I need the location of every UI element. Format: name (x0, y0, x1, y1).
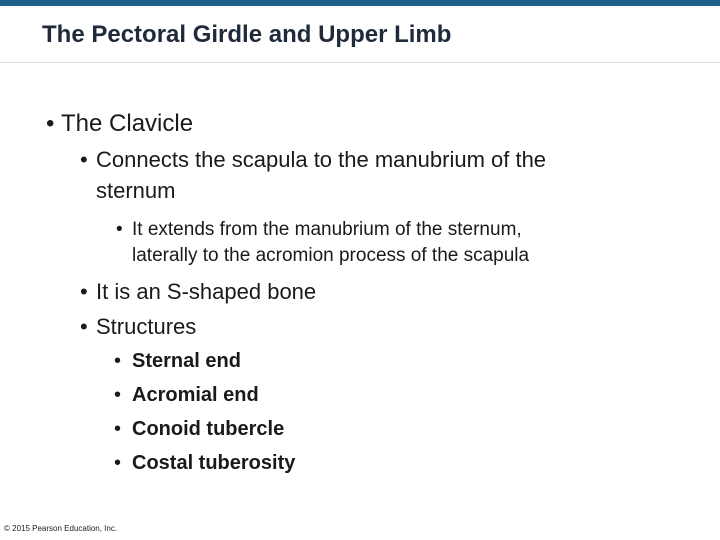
bullet-mark: • (114, 384, 122, 406)
bullet-text: The Clavicle (61, 110, 194, 137)
bullet-text-line2: laterally to the acromion process of the scapula (132, 245, 530, 266)
bullet-text-line2: sternum (96, 178, 176, 203)
top-accent-bar (0, 0, 720, 6)
bullet-text-line1: Connects the scapula to the manubrium of the (96, 147, 547, 172)
structure-label: Acromial end (132, 384, 259, 406)
bullet-mark: • (46, 110, 55, 137)
bullet-text: Structures (96, 314, 197, 339)
title-divider (0, 62, 720, 63)
structure-label: Costal tuberosity (132, 452, 296, 474)
bullet-mark: • (116, 219, 123, 240)
structure-label: Conoid tubercle (132, 418, 285, 440)
bullet-mark: • (80, 147, 88, 172)
bullet-mark: • (114, 350, 122, 372)
copyright-footer: © 2015 Pearson Education, Inc. (4, 524, 118, 533)
bullet-text: It is an S-shaped bone (96, 279, 317, 304)
structure-label: Sternal end (132, 350, 241, 372)
bullet-mark: • (114, 452, 122, 474)
slide-title: The Pectoral Girdle and Upper Limb (42, 21, 452, 48)
bullet-text-line1: It extends from the manubrium of the sternum, (132, 219, 522, 240)
bullet-mark: • (80, 314, 88, 339)
bullet-mark: • (114, 418, 122, 440)
bullet-mark: • (80, 279, 88, 304)
